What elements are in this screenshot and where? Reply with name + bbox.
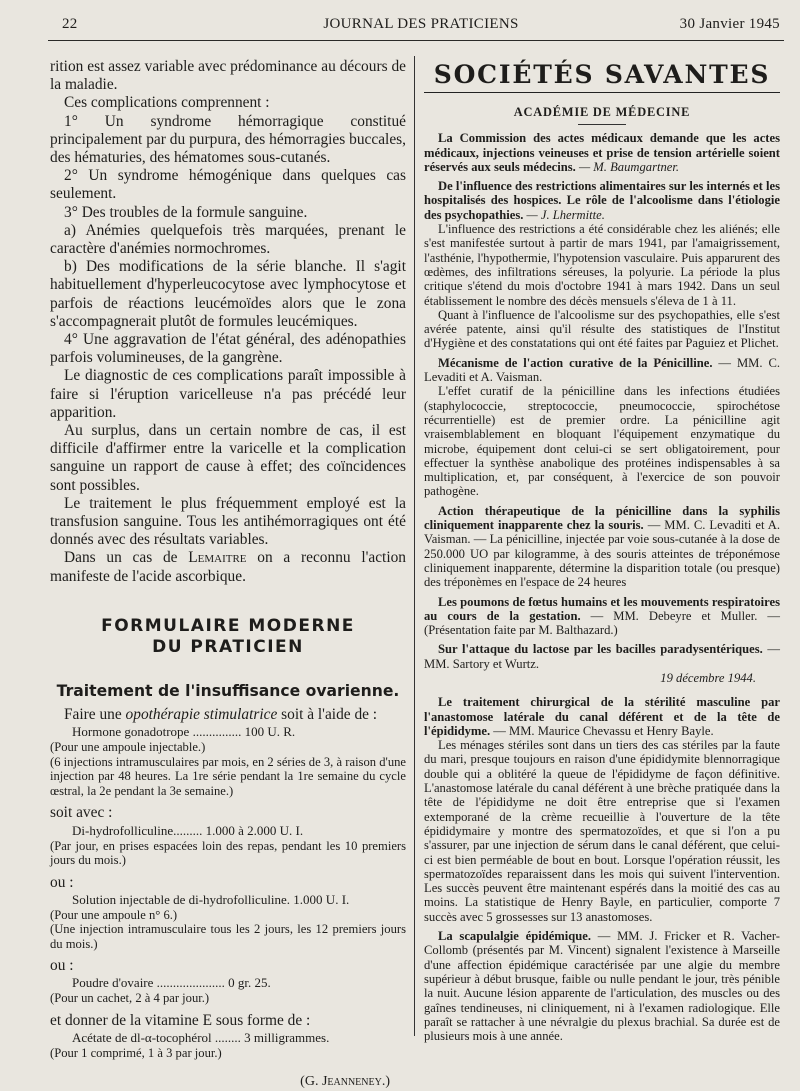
prescription-note: (Une injection intramusculaire tous les 2 jours, les 12 premiers jours du mois.) (50, 922, 406, 951)
academy-rule (578, 124, 626, 125)
entry-text: L'influence des restrictions a été considérable chez les aliénés; elle s'est manifestée surtout à partir de mars 1941, par l'amaigrissement, l'asthénie, l'hypothermie, l'hypotension vasculaire. Puis apparurent des œdèmes, des infiltrations séreuses, la polyurie. La période la plus critique s'étend du mois d'octobre 1941 à mars 1942. Dans un seul établissement le nombre des décès mensuels s'éleva de 1 à 11. (424, 222, 780, 308)
paragraph: Le diagnostic de ces complications paraît impossible à faire si l'éruption varicelleuse n'a pas précédé leur apparition. (50, 367, 406, 421)
prescription-line: Solution injectable de di-hydrofolliculine. 1.000 U. I. (72, 891, 350, 907)
report-entry (424, 642, 780, 685)
section-title: SOCIÉTÉS SAVANTES (433, 60, 771, 89)
formulaire-title-line: FORMULAIRE MODERNE (101, 615, 355, 636)
entry-text: signalent l'existence à Marseille d'une affection épidémique caractérisée par une algie du membre supérieur à début brusque, faible ou nulle pendant le jour, très pénible la nuit. Aucune lésion apparente de l'articulation, des muscles ou des gaînes tendineuses, ni cliniquement, ni à l'examen radiologique. Elle paraît se rattacher à une névralgie du plexus brachial. Sa durée est de plusieurs mois à une année. (424, 943, 780, 1044)
entry-heading: Le traitement chirurgical de la stérilité masculine par l'anastomose latérale du canal déférent et de la tête de l'épididyme. (424, 695, 780, 738)
paragraph: ou : (50, 957, 74, 975)
text-run: Dans un cas de (64, 549, 189, 567)
paragraph: rition est assez variable avec prédominance au décours de la maladie. (50, 58, 406, 94)
entry-heading: Les poumons de fœtus humains et les mouvements respiratoires au cours de la gestation. (424, 594, 780, 623)
report-entry (424, 929, 780, 1043)
prescription-note: (Par jour, en prises espacées loin des repas, pendant les 10 premiers jours du mois.) (50, 838, 406, 867)
prescription-line: Acétate de dl-α-tocophérol ........ 3 milligrammes. (72, 1030, 330, 1046)
page-header (62, 14, 780, 36)
entry-authors: — MM. Debeyre et Muller. — (Présentation faite par M. Balthazard.) (424, 608, 781, 638)
issue-date: 30 Janvier 1945 (679, 16, 780, 32)
report-entry (424, 356, 780, 499)
paragraph: a) Anémies quelquefois très marquées, prenant le caractère d'anémies normochromes. (50, 221, 406, 258)
paragraph: 1° Un syndrome hémorragique constitué principalement par du purpura, des hémorragies buccales, des hématuries, des hématomes sous-cutanés. (50, 112, 406, 167)
report-entry (424, 131, 780, 174)
entry-authors: — MM. C. Levaditi et A. Vaisman. (424, 355, 780, 385)
text-run: soit à l'aide de : (277, 706, 378, 724)
entry-heading: Mécanisme de l'action curative de la Pénicilline. (438, 355, 713, 370)
paragraph: soit avec : (50, 804, 113, 822)
prescription-line: Poudre d'ovaire ..................... 0 gr. 25. (72, 975, 271, 991)
journal-title: JOURNAL DES PRATICIENS (323, 16, 519, 32)
entry-authors: — MM. C. Levaditi et A. Vaisman. (424, 518, 780, 547)
entry-heading: La scapulalgie épidémique. (438, 929, 592, 944)
entry-authors: — MM. J. Fricker et R. Vacher-Collomb (présentés par M. Vincent) (424, 929, 780, 958)
paragraph: ou : (50, 873, 74, 891)
paragraph: 4° Une aggravation de l'état général, des adénopathies parfois volumineuses, de la gangrène. (50, 331, 406, 367)
prescription-note: (Pour 1 comprimé, 1 à 3 par jour.) (50, 1046, 222, 1061)
paragraph: 3° Des troubles de la formule sanguine. (64, 203, 308, 221)
entry-text: — La pénicilline, injectée par voie sous-cutanée à la dose de 250.000 UO par kilogramme, à des souris atteintes de tréponémose cliniquement inapparente, détermine la disparition totale (ou presque) des tréponèmes en l'espace de 24 heures (424, 532, 780, 590)
report-entry (424, 179, 780, 351)
text-run: opothérapie stimulatrice (125, 706, 278, 724)
prescription-note: (6 injections intramusculaires par mois, en 2 séries de 3, à raison d'une injection par 48 heures. La 1re série pendant la 1re semaine du cycle œstral, la 2e pendant la 3e semaine.) (50, 754, 406, 798)
entry-authors: — MM. Sartory et Wurtz. (424, 642, 780, 671)
entry-heading: La Commission des actes médicaux demande que les actes médicaux, injections veineuses et prise de tension artérielle soient réservés aux seuls médecins. (424, 131, 780, 174)
formulaire-title-line: DU PRATICIEN (152, 636, 304, 657)
entry-authors: — M. Baumgartner. (575, 159, 680, 174)
entry-text: L'effet curatif de la pénicilline dans les infections étudiées (staphylococcie, streptococcie, pneumococcie, spirochétose récurrentielle) est de premier ordre. La pénicilline agit vraisemblablement en bloquant l'équipement enzymatique du microbe, équipement dont celui-ci se sert obligatoirement, pour effectuer la synthèse anabolique des protéines indispensables à sa multiplication, et, par conséquent, à l'exercice de son pouvoir pathogène. (424, 384, 780, 499)
entry-date: 19 décembre 1944. (660, 670, 756, 685)
header-rule (48, 40, 784, 41)
formulaire-title (50, 616, 406, 658)
report-entry (424, 595, 780, 638)
entry-text: Quant à l'influence de l'alcoolisme sur des psychopathies, elle s'est avérée patente, ainsi qu'il résulte des statistiques de l'Institut d'Hygiène et des constatations qui ont été faites par Paguiez et Plichet. (424, 307, 780, 351)
entry-heading: Sur l'attaque du lactose par les bacilles paradysentériques. (438, 642, 763, 657)
prescription-note: (Pour une ampoule n° 6.) (50, 907, 178, 922)
author-name: Lemaitre (188, 549, 247, 567)
paragraph: 2° Un syndrome hémogénique dans quelques cas seulement. (50, 167, 406, 203)
paragraph: Le traitement le plus fréquemment employé est la transfusion sanguine. Tous les antihémorragiques ont été donnés avec des résultats variables. (50, 494, 406, 549)
paragraph: et donner de la vitamine E sous forme de : (50, 1011, 311, 1029)
entry-heading: De l'influence des restrictions alimentaires sur les internés et les hospitalisés des hospices. Le rôle de l'alcoolisme dans l'étiologie des psychopathies. (424, 179, 780, 222)
author-signature: (G. Jeanneney.) (300, 1073, 390, 1089)
prescription-note: (Pour un cachet, 2 à 4 par jour.) (50, 991, 210, 1006)
column-divider (414, 56, 415, 1036)
entry-authors: — J. Lhermitte. (523, 207, 605, 222)
text-run: on a reconnu l'action manifeste de l'acide ascorbique. (50, 549, 406, 585)
entry-authors: — MM. Maurice Chevassu et Henry Bayle. (490, 723, 714, 738)
paragraph: b) Des modifications de la série blanche. Il s'agit habituellement d'hyperleucocytose avec lymphocytose et parfois de réactions leucémoïdes alors que le zona s'accompagnerait plutôt de formules leucémiques. (50, 258, 406, 330)
text-run: Faire une (64, 706, 126, 724)
paragraph (50, 549, 406, 585)
prescription-line: Di-hydrofolliculine......... 1.000 à 2.000 U. I. (72, 822, 304, 838)
entry-heading: Action thérapeutique de la pénicilline dans la syphilis cliniquement inapparente chez la souris. (424, 503, 780, 533)
prescription-line: Hormone gonadotrope ............... 100 U. R. (72, 724, 296, 740)
report-entry (424, 695, 780, 924)
section-rule (424, 92, 780, 93)
paragraph: Ces complications comprennent : (64, 94, 270, 112)
right-column (424, 58, 780, 1048)
treatment-title: Traitement de l'insuffisance ovarienne. (56, 681, 400, 700)
report-entry (424, 504, 780, 590)
left-column (50, 58, 406, 1091)
entry-text: Les ménages stériles sont dans un tiers des cas stériles par la faute du mari, presque toujours en raison d'une épididymite blennorragique double qui a oblitéré la queue de l'épididyme de façon définitive. L'anastomose latérale du canal déférent à une brèche pratiquée dans la tête de l'épididyme ne doit être entreprise que si l'examen extemporané de la crème recueillie à l'ouverture de la tête épididymaire y montre des spermatozoïdes, et que si l'on a pu s'assurer, par une injection de sérum dans le canal déférent, que celui-ci est bien perméable de bout en bout. Lorsque l'opération réussit, les spermatozoïdes reparaissent dans les mois qui suivent l'intervention. Les succès peuvent être maintenant espérés dans la moitié des cas au moins. La statistique de Henry Bayle, en particulier, comporte 7 succès avec 5 grossesses sur 13 anastomoses. (424, 738, 780, 924)
paragraph: Au surplus, dans un certain nombre de cas, il est difficile d'affirmer entre la varicelle et la complication sanguine un rapport de cause à effet; des coïncidences sont possibles. (50, 422, 406, 494)
page-number: 22 (62, 16, 78, 32)
academy-heading: ACADÉMIE DE MÉDECINE (513, 105, 691, 119)
prescription-note: (Pour une ampoule injectable.) (50, 740, 206, 755)
paragraph (50, 706, 406, 724)
